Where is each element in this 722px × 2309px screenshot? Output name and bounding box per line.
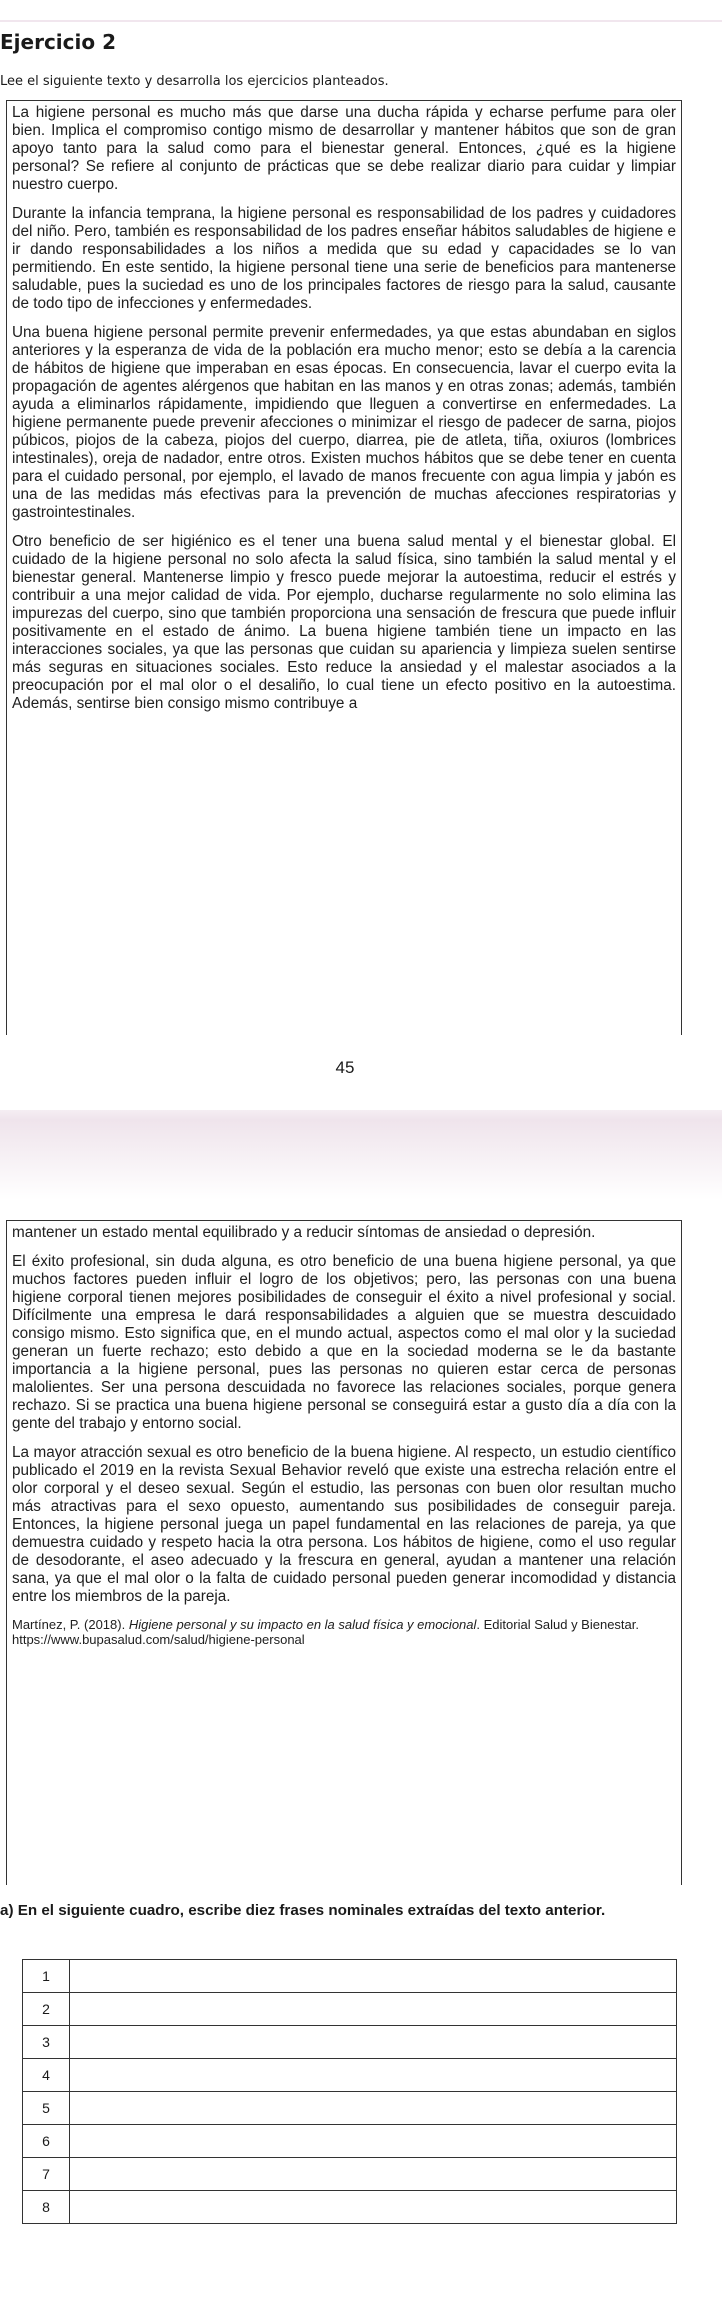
answer-cell[interactable] (70, 2125, 677, 2158)
paragraph: mantener un estado mental equilibrado y a reducir síntomas de ansiedad o depresión. (12, 1224, 596, 1241)
paragraph: La higiene personal es mucho más que darse una ducha rápida y echarse perfume para oler bien. Implica el compromiso contigo mismo de desarrollar y mantener hábitos que son de gran apoyo tanto para la salud como para el bienestar general. Entonces, ¿qué es la higiene personal? Se refiere al conjunto de prácticas que se debe realizar diario para cuidar y limpiar nuestro cuerpo. (12, 104, 676, 193)
paragraph: Durante la infancia temprana, la higiene personal es responsabilidad de los padres y cuidadores del niño. Pero, también es responsabilidad de los padres enseñar hábitos saludables de higiene e ir dando responsabilidades a los niños a medida que su edad y capacidades se lo van permitiendo. En este sentido, la higiene personal tiene una serie de beneficios para mantenerse saludable, pues la suciedad es uno de los principales factores de riesgo para la salud, causante de todo tipo de infecciones y enfermedades. (12, 205, 676, 312)
answer-cell[interactable] (70, 2059, 677, 2092)
reading-text-box-continued (6, 1220, 682, 1885)
paragraph: Una buena higiene personal permite prevenir enfermedades, ya que estas abundaban en siglos anteriores y la esperanza de vida de la población era mucho menor; esto se debía a la carencia de hábitos de higiene que imperaban en esas épocas. En consecuencia, lavar el cuerpo evita la propagación de agentes alérgenos que habitan en las manos y en otras zonas; además, también ayuda a eliminarlos rápidamente, impidiendo que lleguen a convertirse en enfermedades. La higiene permanente puede prevenir afecciones o minimizar el riesgo de padecer de sarna, piojos púbicos, piojos de la cabeza, piojos del cuerpo, diarrea, pie de atleta, tiña, oxiuros (lombrices intestinales), oreja de nadador, entre otros. Existen muchos hábitos que se debe tener en cuenta para el cuidado personal, por ejemplo, el lavado de manos frecuente con agua limpia y jabón es una de las medidas más efectivas para la prevención de muchas afecciones respiratorias y gastrointestinales. (12, 324, 676, 521)
citation-title: Higiene personal y su impacto en la salud física y emocional (128, 1617, 477, 1632)
paragraph: La mayor atracción sexual es otro beneficio de la buena higiene. Al respecto, un estudio científico publicado el 2019 en la revista Sexual Behavior reveló que existe una estrecha relación entre el olor corporal y el deseo sexual. Según el estudio, las personas con buen olor resultan mucho más atractivas para el sexo opuesto, aumentando sus posibilidades de conseguir pareja. Entonces, la higiene personal juega un papel fundamental en las relaciones de pareja, ya que demuestra cuidado y respeto hacia la otra persona. Los hábitos de higiene, como el uso regular de desodorante, el aseo adecuado y la frescura en general, ayudan a mantener una relación sana, ya que el mal olor o la falta de cuidado personal pueden generar incomodidad y distancia entre los miembros de la pareja. (12, 1444, 676, 1605)
row-number: 4 (23, 2059, 70, 2092)
page-45 (0, 0, 722, 1124)
table-row (23, 1960, 677, 1993)
table-row (23, 2158, 677, 2191)
citation-author: Martínez, P. (2018). (12, 1617, 129, 1632)
row-number: 3 (23, 2026, 70, 2059)
table-row (23, 2092, 677, 2125)
exercise-title: Ejercicio 2 (0, 30, 116, 54)
answer-cell[interactable] (70, 1960, 677, 1993)
paragraph: Otro beneficio de ser higiénico es el tener una buena salud mental y el bienestar global. El cuidado de la higiene personal no solo afecta la salud física, sino también la salud mental y el bienestar general. Mantenerse limpio y fresco puede mejorar la autoestima, reducir el estrés y contribuir a una mejor calidad de vida. Por ejemplo, ducharse regularmente no solo elimina las impurezas del cuerpo, sino que también proporciona una sensación de frescura que puede influir positivamente en el estado de ánimo. La buena higiene también tiene un impacto en las interacciones sociales, ya que las personas que cuidan su apariencia y limpieza suelen sentirse más seguras en situaciones sociales. Esto reduce la ansiedad y el malestar asociados a la preocupación por el mal olor o el desaliño, lo cual tiene un efecto positivo en la autoestima. Además, sentirse bien consigo mismo contribuye a (12, 533, 676, 712)
answer-cell[interactable] (70, 1993, 677, 2026)
paragraph: El éxito profesional, sin duda alguna, es otro beneficio de una buena higiene personal, ya que muchos factores pueden influir el logro de los objetivos; pero, las personas con una buena higiene corporal tienen mejores posibilidades de conseguir el éxito a nivel profesional y social. Difícilmente una empresa le dará responsabilidades a alguien que se muestra descuidado consigo mismo. Esto significa que, en el mundo actual, aspectos como el mal olor y la suciedad generan un fuerte rechazo; esto debido a que en la sociedad moderna se le da bastante importancia a la higiene personal, pues las personas no quieren estar cerca de personas malolientes. Ser una persona descuidada no favorece las relaciones sociales, porque genera rechazo. Si se practica una buena higiene personal se conseguirá estar a gusto día a día con la gente del trabajo y entorno social. (12, 1253, 676, 1432)
answer-cell[interactable] (70, 2026, 677, 2059)
table-row (23, 2191, 677, 2224)
answer-table (22, 1959, 677, 2224)
row-number: 2 (23, 1993, 70, 2026)
page-46 (0, 1210, 722, 2309)
row-number: 6 (23, 2125, 70, 2158)
row-number: 5 (23, 2092, 70, 2125)
row-number: 1 (23, 1960, 70, 1993)
page-number: 45 (335, 1058, 355, 1077)
row-number: 7 (23, 2158, 70, 2191)
table-row (23, 2026, 677, 2059)
table-row (23, 2059, 677, 2092)
reading-text-box (6, 100, 682, 1035)
answer-cell[interactable] (70, 2191, 677, 2224)
question-a: a) En el siguiente cuadro, escribe diez frases nominales extraídas del texto anterior. (0, 1902, 606, 1919)
row-number: 8 (23, 2191, 70, 2224)
answer-cell[interactable] (70, 2092, 677, 2125)
table-row (23, 1993, 677, 2026)
answer-cell[interactable] (70, 2158, 677, 2191)
page-separator (0, 1110, 722, 1210)
exercise-instruction: Lee el siguiente texto y desarrolla los ejercicios planteados. (0, 74, 389, 89)
table-row (23, 2125, 677, 2158)
citation (12, 1617, 676, 1647)
citation-rest: . Editorial Salud y Bienestar. https://www.bupasalud.com/salud/higiene-personal (12, 1617, 639, 1647)
